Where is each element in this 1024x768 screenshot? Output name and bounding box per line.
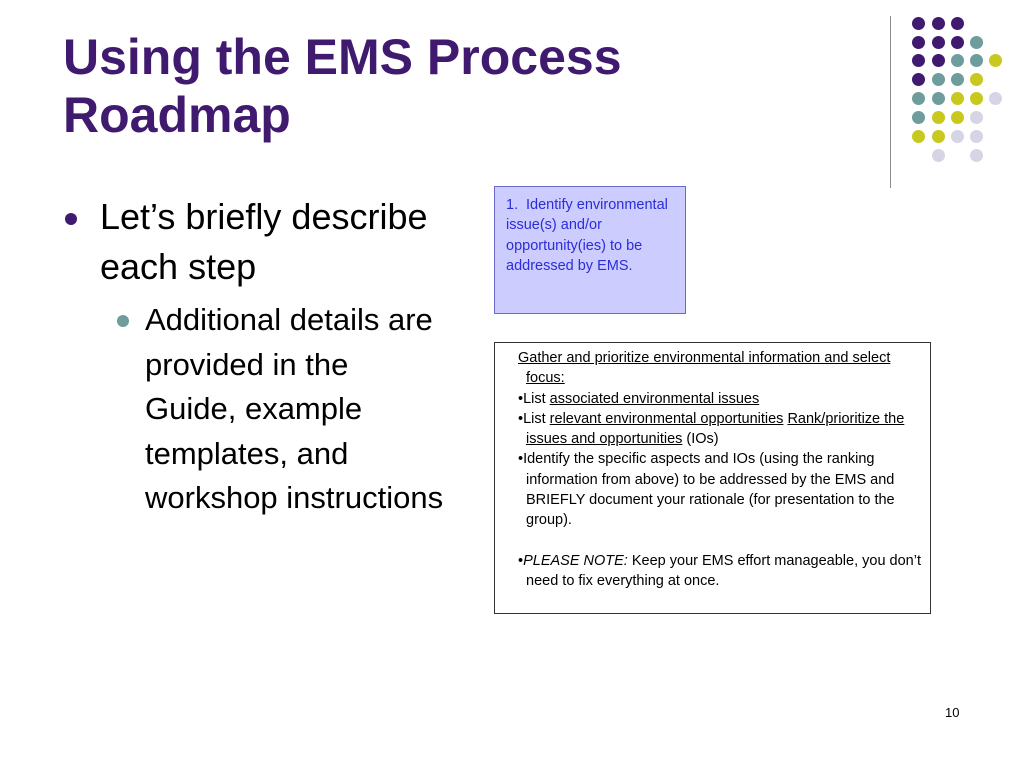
detail-heading — [518, 348, 922, 389]
detail-heading-text: Gather and prioritize environmental information and select focus: — [518, 350, 891, 387]
decorative-dot — [951, 111, 964, 124]
decorative-dot — [951, 54, 964, 67]
page-number: 10 — [945, 705, 960, 720]
decorative-dot — [912, 54, 925, 67]
decorative-dot — [932, 130, 945, 143]
decorative-dot — [951, 17, 964, 30]
decorative-dot — [932, 149, 945, 162]
decorative-dot — [951, 92, 964, 105]
decorative-dot — [989, 92, 1002, 105]
detail-item-3-text: Identify the specific aspects and IOs (using the ranking information from above) to be addressed by the EMS and BRIEFLY document your rationale (for presentation to the group). — [523, 451, 895, 529]
step-text: Identify environmental issue(s) and/or opportunity(ies) to be addressed by EMS. — [506, 197, 668, 274]
detail-spacer — [518, 531, 922, 551]
decorative-dot — [932, 54, 945, 67]
detail-note-text: Keep your EMS effort manageable, you don’t need to fix everything at once. — [526, 552, 921, 590]
decorative-dot — [932, 111, 945, 124]
bullet-level1 — [62, 192, 442, 292]
bullet-level2 — [107, 298, 445, 521]
decorative-dot — [912, 17, 925, 30]
decorative-dot — [912, 73, 925, 86]
decorative-dot — [970, 149, 983, 162]
decorative-dot — [932, 73, 945, 86]
divider-line — [890, 16, 891, 188]
detail-item-1-link: associated environmental issues — [549, 390, 760, 407]
decorative-dot — [951, 73, 964, 86]
decorative-dot — [970, 130, 983, 143]
decorative-dot — [951, 36, 964, 49]
decorative-dot — [970, 92, 983, 105]
detail-note-label: PLEASE NOTE: — [523, 552, 628, 569]
decorative-dot — [932, 36, 945, 49]
detail-note: •PLEASE NOTE: Keep your EMS effort manageable, you don’t need to fix everything at once. — [518, 552, 921, 590]
bullet-level1-text: Let’s briefly describe each step — [100, 196, 428, 287]
sub-bullet-dot-icon — [117, 315, 129, 327]
bullet-level2-text: Additional details are provided in the Guide, example templates, and workshop instructions — [145, 302, 444, 515]
decorative-dot — [912, 111, 925, 124]
decorative-dot — [932, 17, 945, 30]
decorative-dot — [951, 130, 964, 143]
detail-item-2-cont-link: Rank/prioritize the issues and opportunities — [526, 410, 905, 448]
detail-item-2: •List relevant environmental opportunities Rank/prioritize the issues and opportunities (IOs) — [518, 410, 905, 448]
detail-box — [494, 342, 931, 614]
decorative-dot — [912, 92, 925, 105]
decorative-dot — [912, 130, 925, 143]
detail-item-2-cont-tail: (IOs) — [682, 431, 719, 448]
detail-item-1: •List associated environmental issues — [518, 390, 760, 407]
decorative-dot — [970, 36, 983, 49]
step-box — [494, 186, 686, 314]
decorative-dot — [989, 54, 1002, 67]
decorative-dot — [970, 111, 983, 124]
bullet-dot-icon — [65, 213, 77, 225]
decorative-dot — [912, 36, 925, 49]
decorative-dot — [932, 92, 945, 105]
bullet-list — [62, 192, 442, 521]
decorative-dot — [970, 73, 983, 86]
slide-title: Using the EMS Process Roadmap — [63, 29, 622, 143]
detail-item-1-prefix: List — [523, 390, 550, 407]
step-number: 1. — [506, 197, 519, 213]
detail-item-2-link: relevant environmental opportunities — [549, 410, 784, 427]
decorative-dot — [970, 54, 983, 67]
detail-item-2-prefix: List — [523, 410, 550, 427]
detail-item-3: •Identify the specific aspects and IOs (using the ranking information from above) to be addressed by the EMS and BRIEFLY document your rationale (for presentation to the group). — [518, 451, 895, 529]
